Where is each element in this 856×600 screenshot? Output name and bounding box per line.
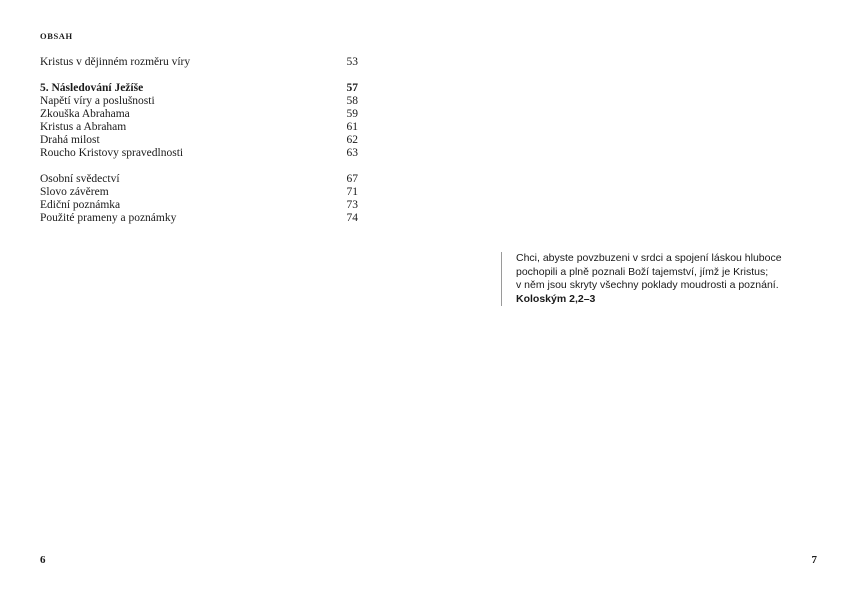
toc-entry	[40, 173, 358, 186]
toc-entry-page: 53	[346, 56, 358, 68]
toc-entry-title: Zkouška Abrahama	[40, 108, 130, 120]
toc-entry	[40, 108, 358, 121]
epigraph-source: Koloským 2,2–3	[516, 292, 596, 305]
toc-entry-page: 74	[346, 212, 358, 224]
toc-entry-title: Ediční poznámka	[40, 199, 121, 211]
toc-entry	[40, 56, 358, 69]
toc-entry	[40, 212, 358, 225]
toc-entry-title: Roucho Kristovy spravedlnosti	[40, 147, 184, 159]
toc-entry-title: Slovo závěrem	[40, 186, 109, 198]
epigraph-line: pochopili a plně poznali Boží tajemství, jímž je Kristus;	[516, 265, 769, 278]
section-heading: OBSAH	[40, 31, 73, 41]
toc-entry-page: 63	[346, 147, 358, 159]
right-page	[428, 0, 856, 600]
toc-entry	[40, 121, 358, 134]
toc-entry-title: Napětí víry a poslušnosti	[40, 95, 155, 107]
page-number-right: 7	[811, 554, 817, 566]
toc-entry-page: 61	[346, 121, 358, 133]
epigraph-line: Chci, abyste povzbuzeni v srdci a spojení láskou hluboce	[516, 252, 782, 264]
toc-entry	[40, 147, 358, 160]
toc-entry-page: 62	[346, 134, 358, 146]
toc-entry-title: Drahá milost	[40, 134, 100, 146]
toc-entry-page: 59	[346, 108, 358, 120]
toc-entry-page: 73	[346, 199, 358, 211]
table-of-contents	[40, 56, 358, 225]
toc-entry-page: 58	[346, 95, 358, 107]
toc-entry	[40, 134, 358, 147]
toc-group-spacer	[40, 160, 358, 173]
toc-entry-page: 67	[346, 173, 358, 185]
epigraph-line: v něm jsou skryty všechny poklady moudrosti a poznání.	[516, 279, 779, 291]
toc-entry-title: 5. Následování Ježíše	[40, 82, 144, 94]
toc-entry	[40, 95, 358, 108]
toc-entry-title: Použité prameny a poznámky	[40, 212, 177, 224]
toc-entry-title: Kristus a Abraham	[40, 121, 127, 133]
toc-entry-page: 57	[346, 82, 358, 94]
epigraph-quote	[501, 252, 816, 306]
toc-group-spacer	[40, 69, 358, 82]
toc-entry-page: 71	[346, 186, 358, 198]
toc-entry	[40, 199, 358, 212]
toc-entry	[40, 186, 358, 199]
toc-entry-title: Osobní svědectví	[40, 173, 120, 185]
page-number-left: 6	[40, 554, 46, 566]
toc-chapter-entry	[40, 82, 358, 95]
toc-entry-title: Kristus v dějinném rozměru víry	[40, 56, 191, 68]
